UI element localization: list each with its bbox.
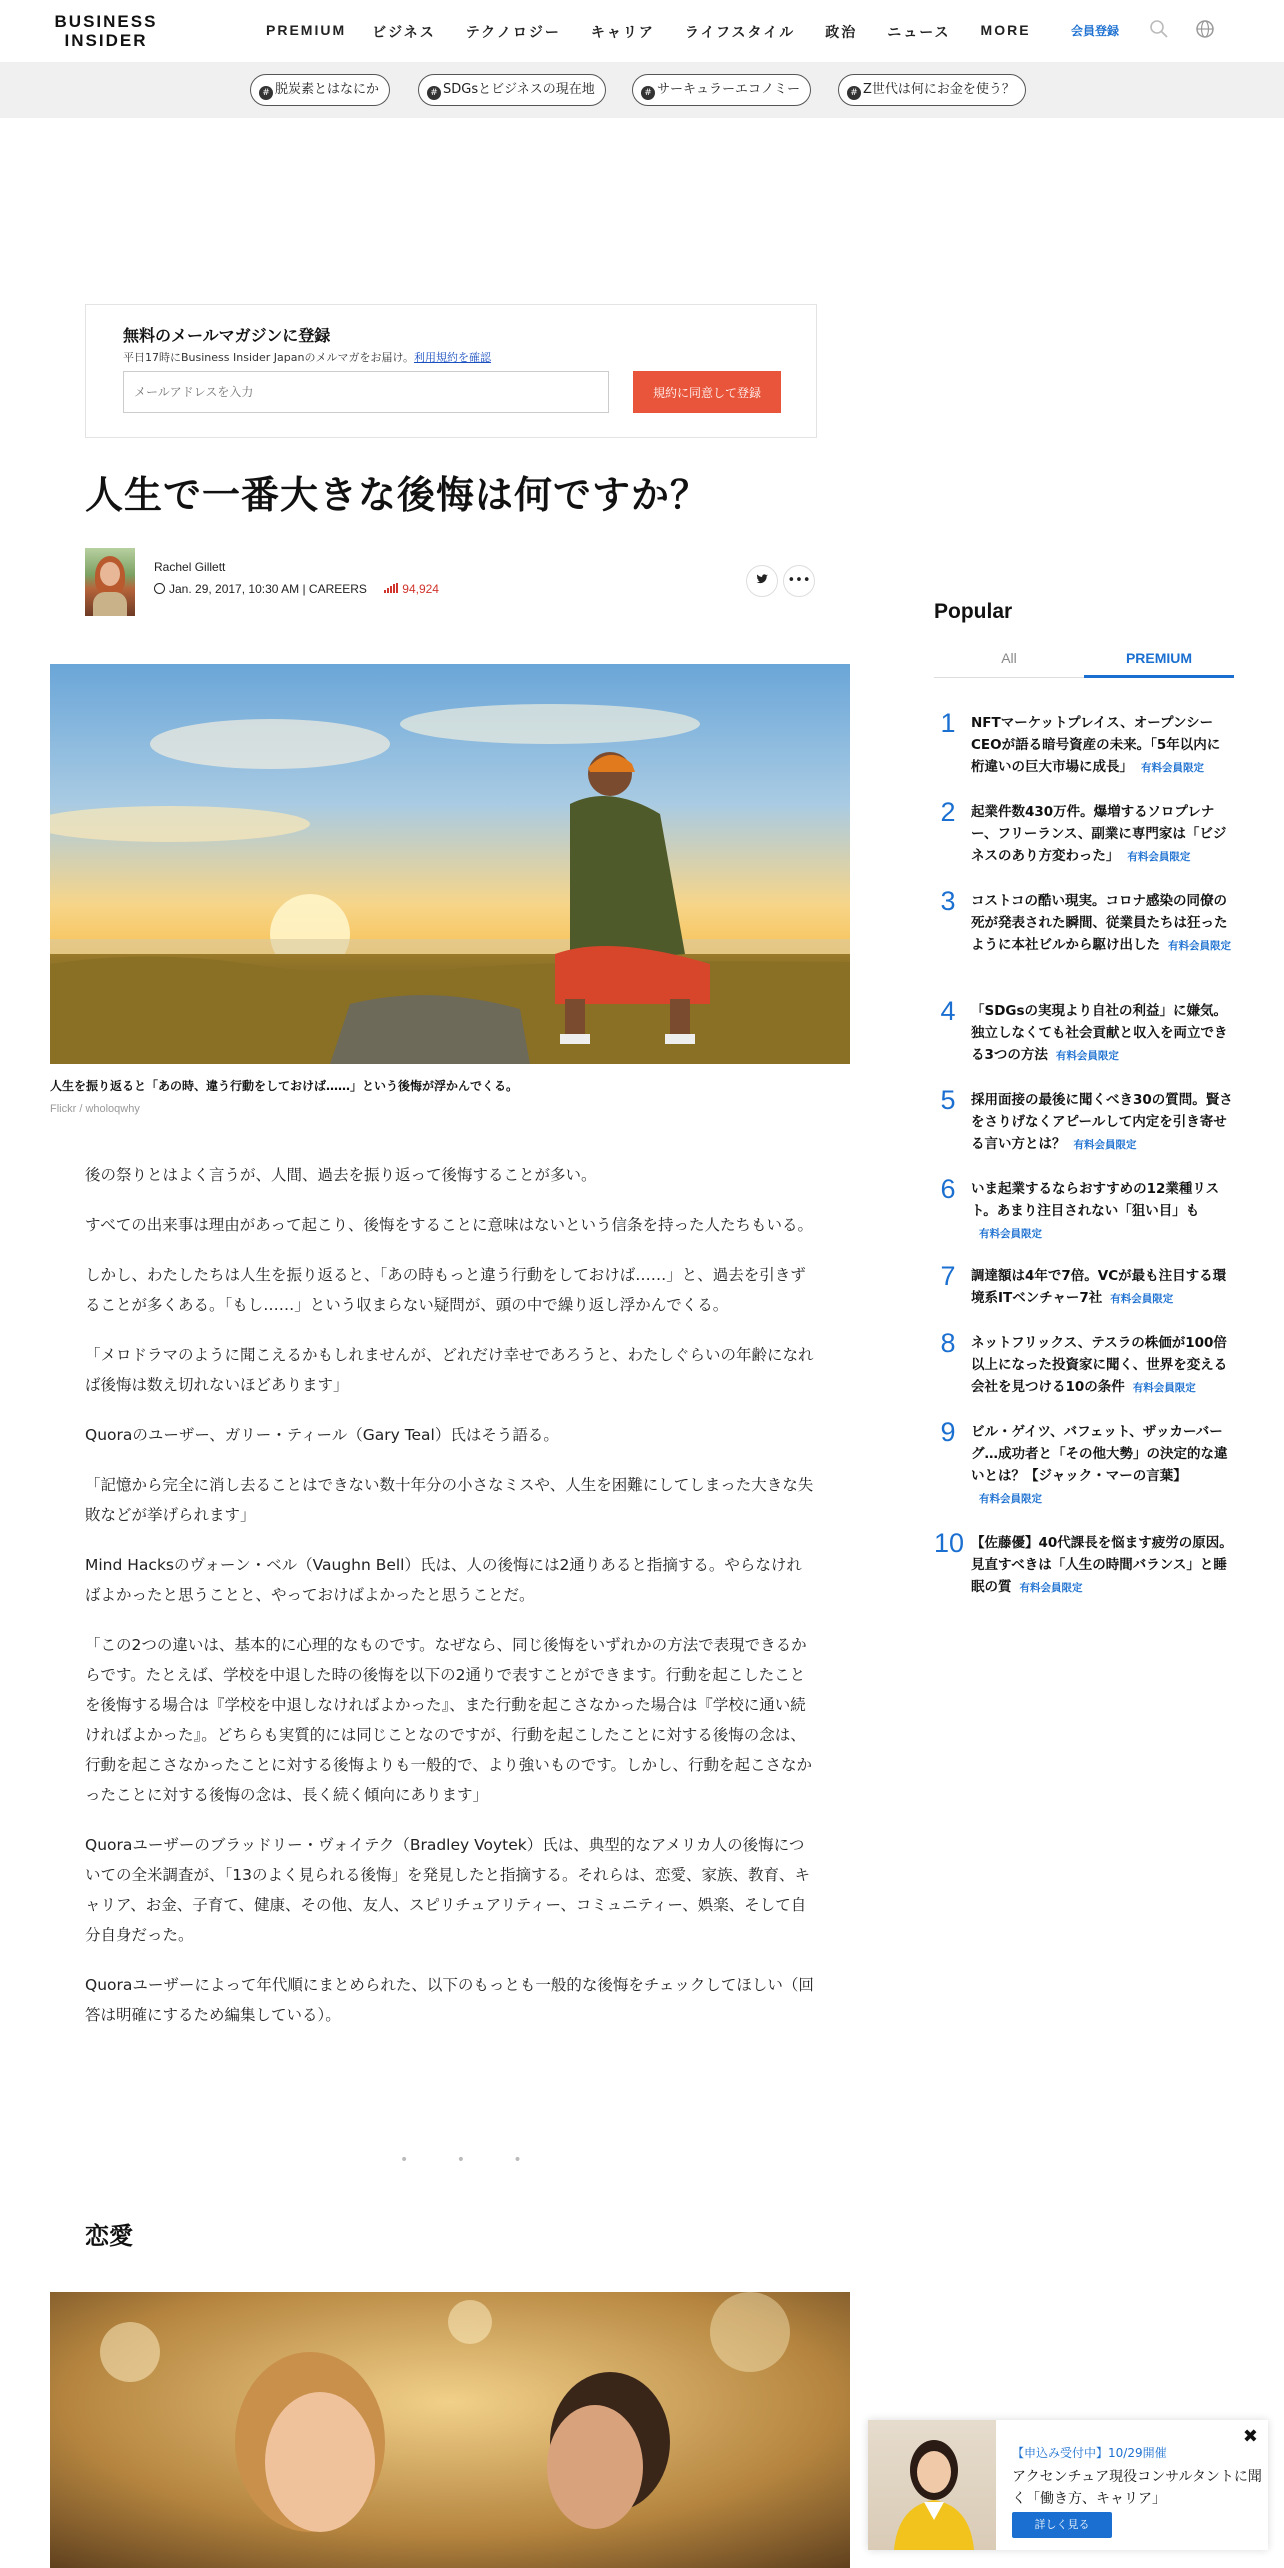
ranking-text: ビル・ゲイツ、バフェット、ザッカーバーグ…成功者と「その他大勢」の決定的な違いとは？【ジャック・マーの言葉】: [971, 1424, 1228, 1484]
nav-business[interactable]: ビジネス: [372, 24, 436, 40]
author-avatar[interactable]: [85, 548, 135, 616]
ranking-text: 調達額は4年で7倍。VCが最も注目する環境系ITベンチャー7社: [971, 1268, 1227, 1306]
newsletter-subtitle-text: 平日17時にBusiness Insider Japanのメルマガをお届け。: [123, 351, 415, 364]
article-title: 人生で一番大きな後悔は何ですか？: [85, 473, 710, 517]
ranking-title: [971, 1089, 1233, 1156]
hash-icon: #: [847, 86, 861, 100]
twitter-share-button[interactable]: [746, 565, 778, 597]
topic-label: サーキュラーエコノミー: [657, 82, 801, 97]
rank-number: 6: [940, 1174, 956, 1204]
paragraph: 「メロドラマのように聞こえるかもしれませんが、どれだけ幸せであろうと、わたしぐらいの年齢になれば後悔は数え切れないほどあります」: [85, 1346, 814, 1394]
paragraph: 「この2つの違いは、基本的に心理的なものです。なぜなら、同じ後悔をいずれかの方法で表現できるからです。たとえば、学校を中退した時の後悔を以下の2通りで表すことができます。行動を起こしたことを後悔する場合は『学校を中退しなければよかった』、また行動を起こさなかった場合は『学校に通い続ければよかった』。どちらも実質的には同じことなのですが、行動を起こしたことに対する後悔の念は、行動を起こさなかったことに対する後悔よりも一般的で、より強いものです。しかし、行動を起こさなかったことに対する後悔の念は、長く続く傾向にあります」: [85, 1636, 812, 1804]
article-body: [85, 1160, 817, 2050]
premium-badge: 有料会員限定: [1019, 1582, 1083, 1594]
rank-number: 9: [940, 1417, 956, 1447]
tab-premium[interactable]: PREMIUM: [1084, 650, 1234, 678]
premium-badge: 有料会員限定: [979, 1493, 1042, 1505]
nav-technology[interactable]: テクノロジー: [465, 24, 561, 40]
rank-number: 7: [940, 1261, 956, 1291]
topic-label: Z世代は何にお金を使う？: [863, 82, 1015, 97]
topic-pill[interactable]: [418, 74, 606, 106]
popular-title: Popular: [934, 600, 1013, 623]
rank-number: 5: [940, 1085, 956, 1115]
ranking-title: [971, 1000, 1233, 1067]
ranking-text: 「SDGsの実現より自社の利益」に嫌気。独立しなくても社会貢献と収入を両立できる3つの方法: [971, 1003, 1228, 1063]
ranking-text: NFTマーケットプレイス、オープンシーCEOが語る暗号資産の未来。「5年以内に桁違いの巨大市場に成長」: [971, 715, 1221, 775]
topic-pill[interactable]: [250, 74, 390, 106]
nav-lifestyle[interactable]: ライフスタイル: [684, 24, 796, 40]
tab-all[interactable]: All: [1001, 650, 1017, 666]
subscribe-button[interactable]: 規約に同意して登録: [633, 371, 781, 413]
rank-number: 10: [934, 1528, 965, 1558]
ranking-title: [971, 1421, 1233, 1510]
member-register-link[interactable]: 会員登録: [1071, 24, 1120, 38]
topic-label: 脱炭素とはなにか: [275, 82, 380, 97]
paragraph: Quoraのユーザー、ガリー・ティール（Gary Teal）氏はそう語る。: [85, 1426, 559, 1444]
close-icon[interactable]: ✖: [1242, 2426, 1258, 2447]
author-name[interactable]: Rachel Gillett: [154, 560, 226, 574]
view-count: [384, 582, 439, 596]
ranking-title: [971, 801, 1233, 868]
paragraph: Quoraユーザーのブラッドリー・ヴォイテク（Bradley Voytek）氏は、典型的なアメリカ人の後悔についての全米調査が、「13のよく見られる後悔」を発見したと指摘する。それらは、恋愛、家族、教育、キャリア、お金、子育て、健康、その他、友人、スピリチュアリティー、コミュニティー、娯楽、そして自分自身だった。: [85, 1836, 810, 1944]
bar-chart-icon: [384, 583, 398, 593]
twitter-icon: [755, 572, 769, 586]
ranking-title: [971, 712, 1233, 779]
ad-tag: 【申込み受付中】10/29開催: [1012, 2446, 1167, 2460]
floating-ad[interactable]: [868, 2420, 1268, 2550]
rank-number: 1: [940, 708, 956, 738]
ranking-title: [971, 1178, 1233, 1245]
premium-badge: 有料会員限定: [1110, 1293, 1174, 1305]
ranking-text: いま起業するならおすすめの12業種リスト。あまり注目されない「狙い目」も: [971, 1181, 1220, 1219]
nav-career[interactable]: キャリア: [590, 24, 655, 40]
nav-more[interactable]: MORE: [980, 22, 1031, 38]
rank-number: 2: [940, 797, 956, 827]
premium-badge: 有料会員限定: [1127, 851, 1191, 863]
ranking-text: 【佐藤優】40代課長を悩ます疲労の原因。見直すべきは「人生の時間バランス」と睡眠の質: [971, 1535, 1233, 1595]
logo-line-1: BUSINESS: [54, 12, 158, 31]
article-category[interactable]: CAREERS: [308, 582, 367, 596]
ranking-text: 採用面接の最後に聞くべき30の質問。賢さをさりげなくアピールして内定を引き寄せる言い方とは？: [971, 1092, 1233, 1152]
ranking-text: 起業件数430万件。爆増するソロプレナー、フリーランス、副業に専門家は「ビジネスのあり方変わった」: [971, 804, 1227, 864]
site-header: [0, 0, 1284, 62]
section-heading: 恋愛: [85, 2222, 133, 2250]
premium-badge: 有料会員限定: [1073, 1139, 1137, 1151]
rank-number: 4: [940, 996, 956, 1026]
ad-details-button[interactable]: 詳しく見る: [1012, 2512, 1112, 2538]
premium-badge: 有料会員限定: [1168, 940, 1231, 952]
premium-badge: 有料会員限定: [1141, 762, 1204, 774]
image-caption: 人生を振り返ると「あの時、違う行動をしておけば……」という後悔が浮かんでくる。: [50, 1079, 519, 1093]
paragraph: しかし、わたしたちは人生を振り返ると、「あの時もっと違う行動をしておけば……」と、過去を引きずることが多くある。「もし……」という収まらない疑問が、頭の中で繰り返し浮かんでくる。: [85, 1266, 806, 1314]
nav-politics[interactable]: 政治: [825, 24, 858, 40]
search-icon[interactable]: [1148, 18, 1170, 40]
topic-pill[interactable]: [632, 74, 811, 106]
ranking-title: [971, 1532, 1233, 1599]
logo-line-2: INSIDER: [64, 31, 148, 50]
clock-icon: [154, 583, 165, 594]
hash-icon: #: [259, 86, 273, 100]
article-date: Jan. 29, 2017, 10:30 AM: [169, 582, 300, 596]
main-nav: [266, 22, 1057, 42]
nav-premium[interactable]: PREMIUM: [266, 22, 347, 38]
topic-pill[interactable]: [838, 74, 1026, 106]
premium-badge: 有料会員限定: [1055, 1050, 1119, 1062]
newsletter-box: [85, 304, 817, 438]
paragraph: Mind Hacksのヴォーン・ベル（Vaughn Bell）氏は、人の後悔には2通りあると指摘する。やらなければよかったと思うことと、やっておけばよかったと思うことだ。: [85, 1556, 802, 1604]
premium-badge: 有料会員限定: [1132, 1382, 1196, 1394]
paragraph: Quoraユーザーによって年代順にまとめられた、以下のもっとも一般的な後悔をチェックしてほしい（回答は明確にするため編集している）。: [85, 1976, 814, 2024]
article-meta: Jan. 29, 2017, 10:30 AM | CAREERS 94,924: [154, 582, 439, 596]
nav-news[interactable]: ニュース: [887, 24, 951, 40]
ranking-title: [971, 1265, 1233, 1310]
paragraph: 後の祭りとはよく言うが、人間、過去を振り返って後悔することが多い。: [85, 1166, 597, 1184]
ellipsis-icon: •••: [787, 573, 811, 588]
ranking-title: [971, 890, 1233, 957]
globe-icon[interactable]: [1194, 18, 1216, 40]
terms-link[interactable]: 利用規約を確認: [414, 351, 492, 364]
paragraph: すべての出来事は理由があって起こり、後悔をすることに意味はないという信条を持った人たちもいる。: [85, 1216, 814, 1234]
newsletter-title: 無料のメールマガジンに登録: [123, 326, 331, 345]
hash-icon: #: [641, 86, 655, 100]
section-image: [50, 2292, 850, 2568]
hash-icon: #: [427, 86, 441, 100]
hero-image: [50, 664, 850, 1064]
ranking-text: コストコの酷い現実。コロナ感染の同僚の死が発表された瞬間、従業員たちは狂ったように本社ビルから駆け出した: [971, 893, 1228, 953]
rank-number: 8: [940, 1328, 956, 1358]
rank-number: 3: [940, 886, 956, 916]
popular-tabs: [934, 646, 1234, 678]
view-count-value: 94,924: [402, 582, 439, 596]
ranking-text: ネットフリックス、テスラの株価が100倍以上になった投資家に聞く、世界を変える会社を見つける10の条件: [971, 1335, 1228, 1395]
image-credit: Flickr / wholoqwhy: [50, 1103, 140, 1115]
premium-badge: 有料会員限定: [979, 1228, 1042, 1240]
ranking-title: [971, 1332, 1233, 1399]
more-share-button[interactable]: [783, 565, 815, 597]
ad-image: [868, 2420, 996, 2550]
topic-bar: [0, 62, 1284, 118]
paragraph: 「記憶から完全に消し去ることはできない数十年分の小さなミスや、人生を困難にしてしまった大きな失敗などが挙げられます」: [85, 1476, 814, 1524]
section-divider-dots: • • •: [400, 2152, 544, 2168]
newsletter-subtitle: [123, 349, 491, 365]
email-input[interactable]: [123, 371, 609, 413]
site-logo[interactable]: [50, 12, 162, 50]
ad-title[interactable]: アクセンチュア現役コンサルタントに聞く「働き方、キャリア」: [1012, 2469, 1262, 2507]
topic-label: SDGsとビジネスの現在地: [443, 82, 595, 97]
